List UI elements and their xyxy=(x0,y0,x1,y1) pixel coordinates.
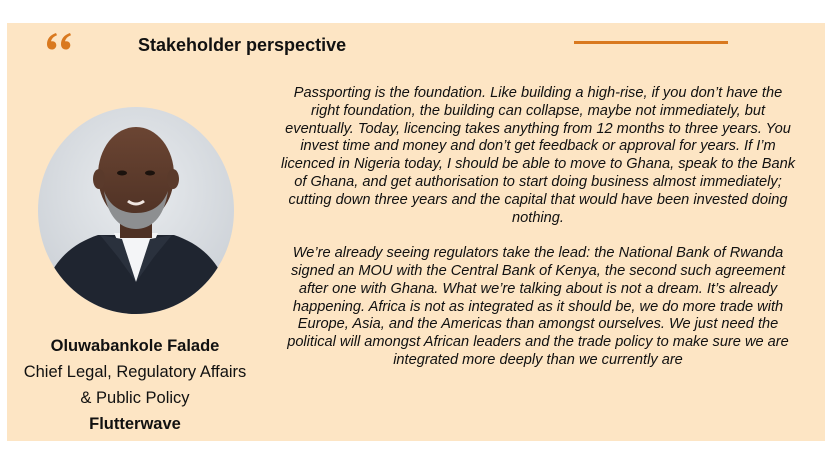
section-heading: Stakeholder perspective xyxy=(138,35,347,55)
person-role-line-2: & Public Policy xyxy=(80,389,190,407)
quote-paragraph-1: Passporting is the foundation. Like building a high-rise, if you don’t have the right foundation, the building can collapse, maybe not immediately, but eventually. Today, licencing takes anything from 12 months to three years. You invest time and money and don’t get feedback or approval for years. If I’m licenced in Nigeria today, I should be able to move to Ghana, speak to the Bank of Ghana, and get authorisation to start doing business almost immediately; cutting down three years and the capital that would have been invested doing nothing. xyxy=(280,85,796,226)
person-name: Oluwabankole Falade xyxy=(50,337,220,355)
person-info xyxy=(0,334,270,437)
portrait-photo xyxy=(38,107,234,314)
quote-mark-icon xyxy=(46,30,72,52)
quote-paragraph-2: We’re already seeing regulators take the lead: the National Bank of Rwanda signed an MOU with the Central Bank of Kenya, the second such agreement after one with Ghana. What we’re talking about is not a dream. It’s already happening. Africa is not as integrated as it should be, we do more trade with Europe, Asia, and the Americas than amongst ourselves. We just need the political will amongst African leaders and the trade policy to make sure we are integrated more deeply than we currently are xyxy=(287,245,789,368)
accent-divider xyxy=(574,41,728,44)
person-role-line-1: Chief Legal, Regulatory Affairs xyxy=(23,363,247,381)
person-organization: Flutterwave xyxy=(89,415,181,433)
quote-text xyxy=(278,85,798,370)
